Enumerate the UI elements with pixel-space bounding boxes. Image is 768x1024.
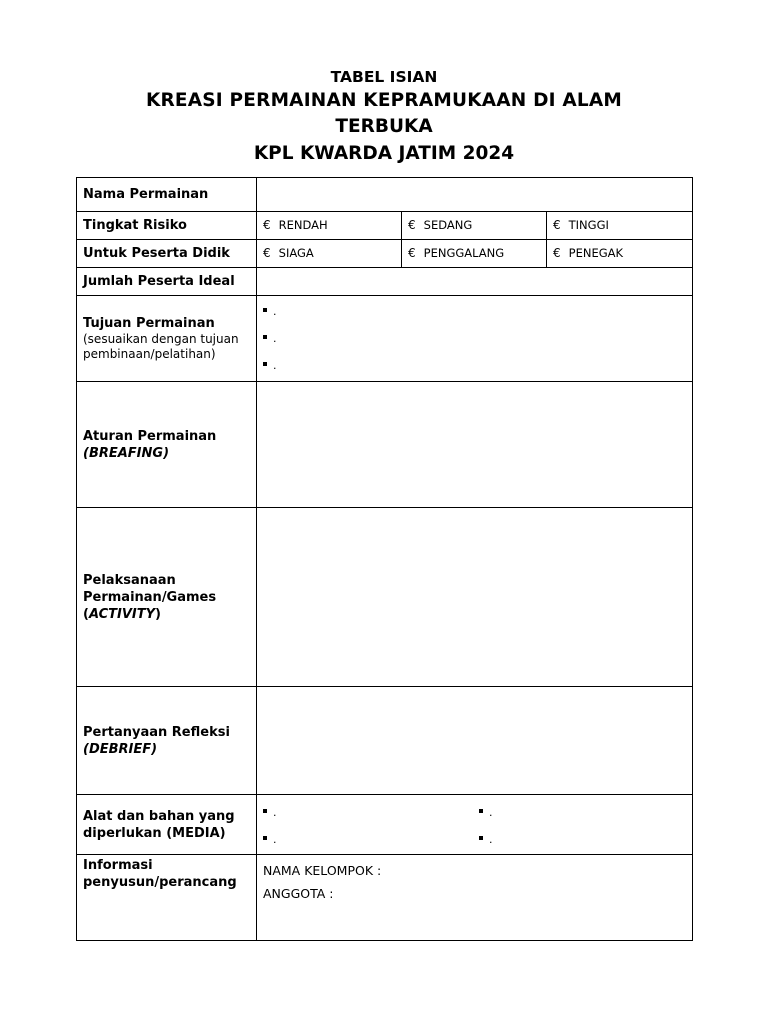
bullet-icon (263, 308, 267, 312)
label-pelaksanaan: Pelaksanaan Permainan/Games (ACTIVITY) (77, 508, 257, 687)
nama-kelompok-label: NAMA KELOMPOK : (263, 863, 382, 878)
row-alat-bahan (77, 795, 693, 855)
bullet-icon (479, 836, 483, 840)
input-pelaksanaan[interactable] (257, 508, 693, 687)
option-risiko-tinggi[interactable] (547, 212, 693, 240)
bullet-icon (479, 809, 483, 813)
bullet-item: . (263, 799, 277, 826)
anggota-label: ANGGOTA : (263, 886, 334, 901)
option-label: SEDANG (423, 218, 473, 232)
label-tingkat-risiko: Tingkat Risiko (77, 212, 257, 240)
input-nama-permainan[interactable] (257, 178, 693, 212)
form-title: TABEL ISIAN (330, 68, 438, 86)
option-peserta-penggalang[interactable] (402, 240, 547, 268)
label-tujuan-title: Tujuan Permainan (83, 316, 215, 331)
checkbox-icon: € (408, 246, 416, 260)
input-refleksi[interactable] (257, 687, 693, 795)
option-peserta-siaga[interactable] (257, 240, 402, 268)
checkbox-icon: € (553, 218, 561, 232)
bullet-item: . (263, 826, 277, 853)
option-risiko-sedang[interactable] (402, 212, 547, 240)
label-aturan-title: Aturan Permainan (83, 428, 217, 444)
label-aturan-permainan (77, 382, 257, 508)
media-list-left (263, 799, 277, 853)
label-aturan-note: (BREAFING) (83, 445, 170, 461)
row-informasi-penyusun (77, 855, 693, 941)
input-jumlah-peserta[interactable] (257, 268, 693, 296)
label-pelaksanaan-line2: Permainan/Games (83, 589, 217, 605)
bullet-item: . (263, 298, 686, 325)
row-jumlah-peserta (77, 268, 693, 296)
label-pelaksanaan-note: ACTIVITY (88, 606, 156, 622)
label-refleksi-title: Pertanyaan Refleksi (83, 724, 230, 740)
option-risiko-rendah[interactable] (257, 212, 402, 240)
label-refleksi (77, 687, 257, 795)
bullet-item: . (479, 799, 493, 826)
row-aturan-permainan (77, 382, 693, 508)
checkbox-icon: € (553, 246, 561, 260)
input-aturan-permainan[interactable] (257, 382, 693, 508)
media-list-right (479, 799, 493, 853)
row-nama-permainan (77, 178, 693, 212)
row-refleksi (77, 687, 693, 795)
option-label: PENGGALANG (423, 246, 505, 260)
label-refleksi-note: (DEBRIEF) (83, 741, 158, 757)
input-tujuan-permainan[interactable] (257, 296, 693, 382)
bullet-icon (263, 335, 267, 339)
checkbox-icon: € (263, 246, 271, 260)
option-peserta-penegak[interactable] (547, 240, 693, 268)
label-peserta-didik: Untuk Peserta Didik (77, 240, 257, 268)
label-informasi-penyusun: Informasi penyusun/perancang (77, 855, 257, 941)
label-alat-bahan: Alat dan bahan yang diperlukan (MEDIA) (77, 795, 257, 855)
option-label: PENEGAK (568, 246, 624, 260)
bullet-item: . (479, 826, 493, 853)
row-peserta-didik (77, 240, 693, 268)
input-informasi-penyusun[interactable] (257, 855, 693, 941)
bullet-item: . (263, 352, 686, 379)
input-alat-bahan[interactable] (257, 795, 693, 855)
row-tingkat-risiko (77, 212, 693, 240)
label-tujuan-note: (sesuaikan dengan tujuan pembinaan/pelatihan) (83, 332, 239, 361)
form-table (76, 177, 693, 941)
checkbox-icon: € (408, 218, 416, 232)
checkbox-icon: € (263, 218, 271, 232)
bullet-icon (263, 836, 267, 840)
form-heading-line3: KPL KWARDA JATIM 2024 (253, 143, 515, 164)
bullet-icon (263, 809, 267, 813)
label-pelaksanaan-line1: Pelaksanaan (83, 572, 176, 588)
row-tujuan-permainan (77, 296, 693, 382)
bullet-item: . (263, 325, 686, 352)
option-label: RENDAH (278, 218, 328, 232)
option-label: SIAGA (278, 246, 314, 260)
row-pelaksanaan (77, 508, 693, 687)
option-label: TINGGI (568, 218, 609, 232)
label-tujuan-permainan (77, 296, 257, 382)
bullet-icon (263, 362, 267, 366)
form-heading-line2: TERBUKA (335, 116, 433, 137)
label-jumlah-peserta: Jumlah Peserta Ideal (77, 268, 257, 296)
form-heading-line1: KREASI PERMAINAN KEPRAMUKAAN DI ALAM (145, 90, 623, 111)
label-nama-permainan: Nama Permainan (77, 178, 257, 212)
